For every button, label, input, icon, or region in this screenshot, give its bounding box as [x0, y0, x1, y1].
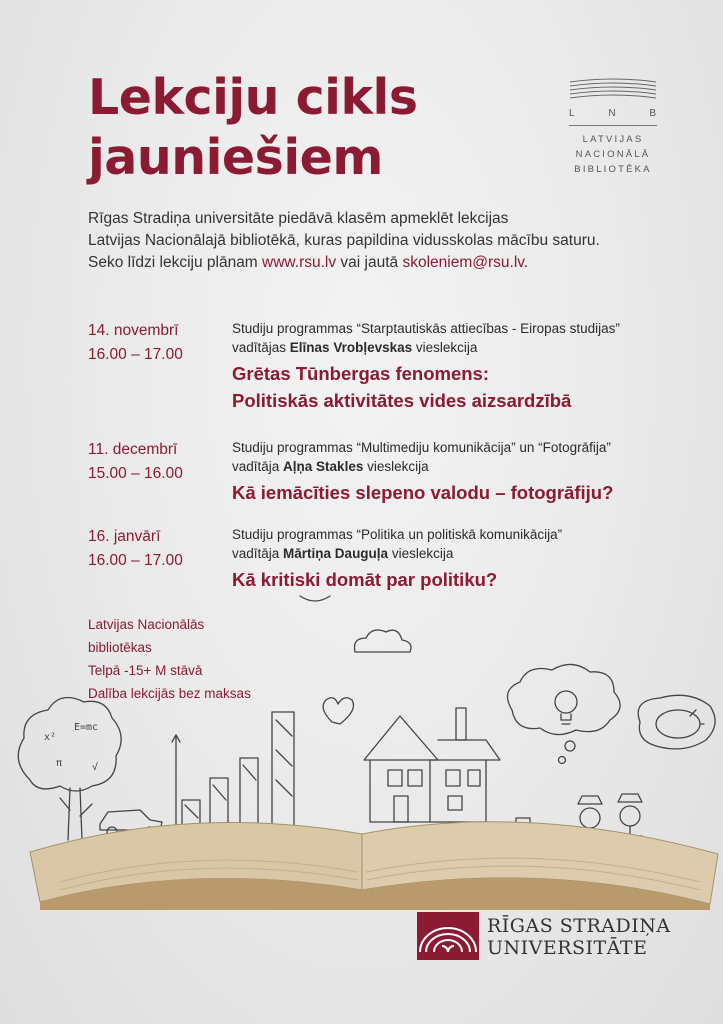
lnb-name-line: BIBLIOTĒKA — [574, 164, 652, 175]
lecture-date: 11. decembrī — [88, 441, 178, 458]
svg-text:π: π — [56, 758, 63, 769]
intro-line-1: Rīgas Stradiņa universitāte piedāvā klasēm apmeklēt lekcijas — [88, 210, 509, 227]
cloud-icon — [354, 630, 411, 652]
lecture-lecturer — [232, 338, 702, 357]
lnb-letters — [569, 108, 657, 119]
lecture-details — [232, 438, 702, 506]
lecture-lecturer — [232, 457, 702, 476]
lecturer-suffix: vieslekcija — [363, 459, 429, 474]
intro-line-3-mid: vai jautā — [336, 254, 403, 271]
lnb-letter: N — [608, 108, 617, 119]
rsu-logo — [417, 912, 677, 972]
lecture-program: Studiju programmas “Politika un politiskā komunikācija” — [232, 527, 563, 542]
lecture-when — [88, 438, 228, 486]
lecturer-name: Elīnas Vrobļevskas — [289, 340, 413, 355]
rsu-name-line-2: UNIVERSITĀTE — [487, 937, 648, 959]
lecture-date: 14. novembrī — [88, 322, 179, 339]
lecture-details — [232, 525, 702, 593]
lecture-topic — [232, 566, 702, 593]
sun-icon — [282, 590, 342, 601]
lnb-name-line: NACIONĀLĀ — [575, 149, 651, 160]
rsu-name-line-1: RĪGAS STRADIŅA — [487, 915, 671, 937]
lecturer-name: Mārtiņa Dauguļa — [283, 546, 389, 561]
heart-icon — [323, 698, 353, 724]
piggy-bank-icon — [656, 710, 700, 738]
lecturer-suffix: vieslekcija — [388, 546, 454, 561]
intro-line-2: Latvijas Nacionālajā bibliotēkā, kuras papildina vidusskolas mācību saturu. — [88, 232, 600, 249]
lecture-topic-line: Politiskās aktivitātes vides aizsardzībā — [232, 390, 572, 411]
lecture-program: Studiju programmas “Multimediju komunikācija” un “Fotogrāfija” — [232, 440, 611, 455]
tree-icon — [18, 698, 121, 841]
lnb-divider — [569, 125, 657, 126]
lnb-letter: L — [569, 108, 576, 119]
lecture-details — [232, 319, 702, 414]
lecture-time: 16.00 – 17.00 — [88, 346, 183, 363]
lnb-waves-icon — [568, 78, 658, 104]
lecturer-prefix: vadītāja — [232, 546, 284, 561]
lecture-topic-line: Kā kritiski domāt par politiku? — [232, 569, 498, 590]
lnb-logo — [558, 78, 668, 177]
title-line-2: jauniešiem — [88, 129, 383, 186]
intro-line-3-suffix: . — [523, 254, 529, 271]
poster-title — [88, 68, 418, 188]
intro-line-3-prefix: Seko līdzi lekciju plānam — [88, 254, 263, 271]
book-illustration — [0, 590, 723, 910]
venue-line: Dalība lekcijās bez maksas — [88, 686, 251, 701]
email-link[interactable]: skoleniem@rsu.lv — [402, 254, 524, 271]
lecturer-prefix: vadītājas — [232, 340, 290, 355]
venue-line: bibliotēkas — [88, 640, 152, 655]
lecturer-suffix: vieslekcija — [412, 340, 478, 355]
lecture-time: 16.00 – 17.00 — [88, 552, 183, 569]
lecture-topic-line: Grētas Tūnbergas fenomens: — [232, 363, 490, 384]
venue-line: Latvijas Nacionālās — [88, 617, 205, 632]
lecture-time: 15.00 – 16.00 — [88, 465, 183, 482]
lecture-topic — [232, 360, 702, 414]
svg-text:√: √ — [92, 762, 99, 773]
lnb-name-line: LATVIJAS — [582, 134, 644, 145]
website-link[interactable]: www.rsu.lv — [262, 254, 337, 271]
rsu-name — [487, 915, 671, 959]
lecture-topic — [232, 479, 702, 506]
rsu-emblem-icon — [417, 912, 479, 960]
svg-text:E=mc: E=mc — [74, 722, 99, 733]
lecture-when — [88, 525, 228, 573]
intro-line-3 — [88, 252, 688, 274]
venue-line: Telpā -15+ M stāvā — [88, 663, 203, 678]
intro-text — [88, 208, 688, 274]
lnb-name — [558, 132, 668, 177]
lecture-when — [88, 319, 228, 367]
lecturer-prefix: vadītāja — [232, 459, 284, 474]
lightbulb-icon — [555, 691, 577, 724]
bar-chart-icon — [172, 712, 310, 839]
lecturer-name: Aļņa Stakles — [283, 459, 364, 474]
house-icon — [364, 708, 500, 822]
open-book-icon — [30, 822, 718, 910]
title-line-1: Lekciju cikls — [88, 69, 418, 126]
lecture-topic-line: Kā iemācīties slepeno valodu – fotogrāfiju? — [232, 482, 614, 503]
lecture-program: Studiju programmas “Starptautiskās attiecības - Eiropas studijas” — [232, 321, 620, 336]
lnb-letter: B — [649, 108, 657, 119]
lecture-date: 16. janvārī — [88, 528, 161, 545]
lecture-lecturer — [232, 544, 702, 563]
svg-text:x²: x² — [44, 732, 57, 743]
